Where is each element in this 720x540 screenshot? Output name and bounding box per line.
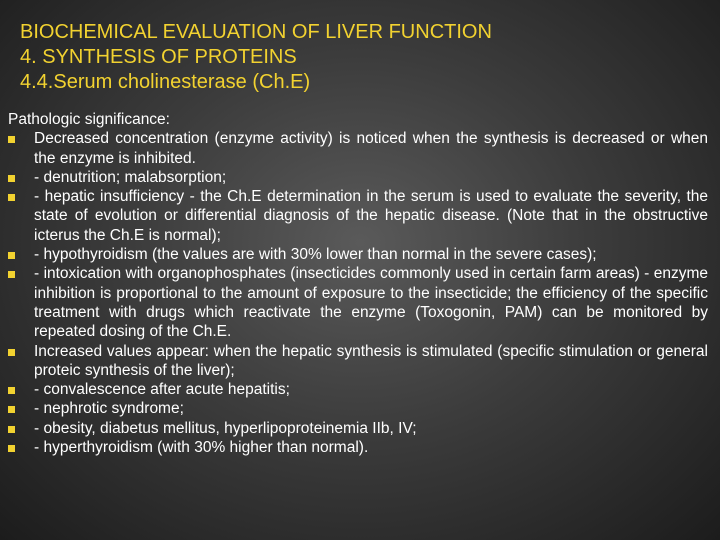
list-item [8,129,708,168]
square-bullet-icon [8,349,15,356]
square-bullet-icon [8,406,15,413]
subheading: Pathologic significance: [8,111,170,128]
list-item-text: - hypothyroidism (the values are with 30% lower than normal in the severe cases); [34,246,597,264]
list-item-text: - intoxication with organophosphates (insecticides commonly used in certain farm areas) - enzyme inhibition is proportional to the amount of exposure to the insecticide; the efficiency of the specific treatment with drugs which reactivate the enzyme (Toxogonin, PAM) can be monitored by repeated dosing of the Ch.E. [34,265,708,341]
list-item [8,264,708,341]
list-item [8,245,708,264]
square-bullet-icon [8,445,15,452]
list-item-text: - obesity, diabetus mellitus, hyperlipoproteinemia IIb, IV; [34,419,417,437]
square-bullet-icon [8,271,15,278]
list-item-text: - hepatic insufficiency - the Ch.E determination in the serum is used to evaluate the severity, the state of evolution or differential diagnosis of the hepatic disease. (Note that in the obstructive icterus the Ch.E is normal); [34,188,708,244]
list-item-text: - nephrotic syndrome; [34,400,184,418]
square-bullet-icon [8,426,15,433]
square-bullet-icon [8,387,15,394]
list-item [8,399,708,418]
list-item [8,419,708,438]
list-item [8,380,708,399]
list-item-text: - hyperthyroidism (with 30% higher than normal). [34,439,369,457]
title-line-1: BIOCHEMICAL EVALUATION OF LIVER FUNCTION [20,21,492,43]
square-bullet-icon [8,175,15,182]
list-item-text: - convalescence after acute hepatitis; [34,381,290,399]
list-item-text: - denutrition; malabsorption; [34,168,227,186]
bullet-list [8,129,708,457]
list-item [8,187,708,245]
slide-title [20,20,492,95]
square-bullet-icon [8,252,15,259]
list-item-text: Decreased concentration (enzyme activity) is noticed when the synthesis is decreased or when the enzyme is inhibited. [34,130,708,167]
list-item-text: Increased values appear: when the hepatic synthesis is stimulated (specific stimulation or general proteic synthesis of the liver); [34,342,708,379]
list-item [8,168,708,187]
list-item [8,438,708,457]
title-line-2: 4. SYNTHESIS OF PROTEINS [20,46,297,68]
square-bullet-icon [8,194,15,201]
title-line-3: 4.4.Serum cholinesterase (Ch.E) [20,71,311,93]
slide-body [8,110,708,457]
square-bullet-icon [8,136,15,143]
list-item [8,342,708,381]
